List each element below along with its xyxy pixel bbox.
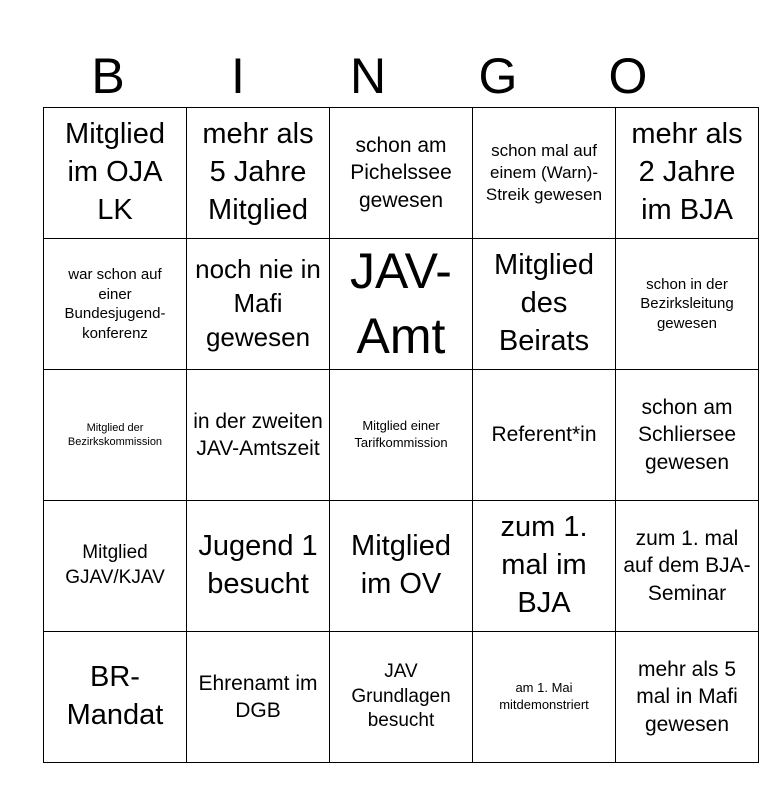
header-letter-o: O [608,48,648,104]
bingo-cell[interactable]: Jugend 1 besucht [187,501,330,632]
bingo-cell[interactable]: mehr als 5 Jahre Mitglied [187,108,330,239]
bingo-cell[interactable]: mehr als 5 mal in Mafi gewesen [616,632,759,763]
bingo-cell[interactable]: Referent*in [473,370,616,501]
bingo-cell[interactable]: BR-Mandat [44,632,187,763]
header-letter-g: G [478,48,518,104]
bingo-cell[interactable]: zum 1. mal auf dem BJA-Seminar [616,501,759,632]
header-letter-n: N [349,48,387,104]
bingo-cell[interactable]: schon am Schliersee gewesen [616,370,759,501]
bingo-cell[interactable]: mehr als 2 Jahre im BJA [616,108,759,239]
bingo-cell[interactable]: JAV-Amt [330,239,473,370]
bingo-cell[interactable]: am 1. Mai mitdemonstriert [473,632,616,763]
bingo-cell[interactable]: Mitglied im OV [330,501,473,632]
header-letter-i: I [231,48,245,104]
bingo-cell[interactable]: in der zweiten JAV-Amtszeit [187,370,330,501]
bingo-cell[interactable]: schon am Pichelssee gewesen [330,108,473,239]
grid-row [44,239,759,370]
bingo-cell[interactable]: Mitglied einer Tarifkommission [330,370,473,501]
bingo-cell[interactable]: Ehrenamt im DGB [187,632,330,763]
bingo-cell[interactable]: JAV Grundlagen besucht [330,632,473,763]
bingo-cell[interactable]: schon in der Bezirksleitung gewesen [616,239,759,370]
bingo-cell[interactable]: Mitglied der Bezirkskommission [44,370,187,501]
bingo-header [43,45,693,107]
bingo-cell[interactable]: Mitglied im OJA LK [44,108,187,239]
bingo-cell[interactable]: zum 1. mal im BJA [473,501,616,632]
grid-row [44,108,759,239]
bingo-grid [43,107,759,763]
grid-row [44,632,759,763]
bingo-cell[interactable]: noch nie in Mafi gewesen [187,239,330,370]
bingo-cell[interactable]: Mitglied des Beirats [473,239,616,370]
header-letter-b: B [91,48,125,104]
bingo-cell[interactable]: schon mal auf einem (Warn)-Streik gewesen [473,108,616,239]
bingo-cell[interactable]: war schon auf einer Bundesjugend-konferenz [44,239,187,370]
bingo-cell[interactable]: Mitglied GJAV/KJAV [44,501,187,632]
grid-row [44,501,759,632]
grid-row [44,370,759,501]
